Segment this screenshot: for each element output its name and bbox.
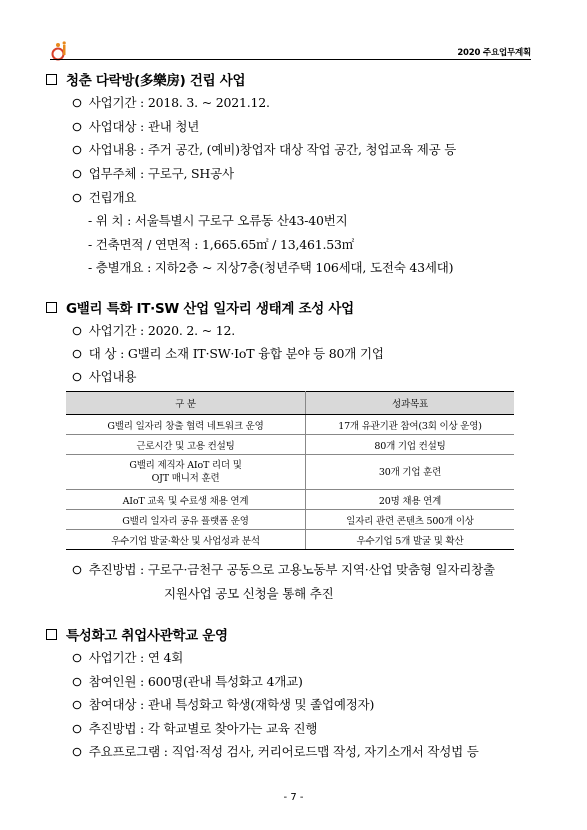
table-cell: 일자리 관련 콘텐츠 500개 이상: [306, 510, 515, 530]
circle-bullet-icon: [72, 650, 85, 663]
section-title-3: 특성화고 취업사관학교 운영: [46, 624, 228, 644]
table-cell: AIoT 교육 및 수료생 채용 연계: [66, 490, 306, 510]
section1-line-4: 업무주체 : 구로구, SH공사: [72, 164, 234, 182]
circle-bullet-icon: [72, 323, 85, 336]
section2-method-line-2: 지원사업 공모 신청을 통해 추진: [164, 586, 334, 601]
table-row: [66, 455, 514, 490]
section3-line-3: 참여대상 : 관내 특성화고 학생(재학생 및 졸업예정자): [72, 695, 374, 713]
section3-line-1: 사업기간 : 연 4회: [72, 648, 183, 666]
circle-bullet-icon: [72, 721, 85, 734]
table-cell-line: G밸리 제직자 AIoT 리더 및: [129, 460, 242, 471]
table-cell: [66, 455, 306, 490]
section1-line-3: 사업내용 : 주거 공간, (예비)창업자 대상 작업 공간, 청업교육 제공 등: [72, 140, 456, 158]
section3-line-2: 참여인원 : 600명(관내 특성화고 4개교): [72, 672, 303, 690]
circle-bullet-icon: [72, 142, 85, 155]
performance-table: [66, 391, 514, 550]
table-row: [66, 435, 514, 455]
table-row: [66, 510, 514, 530]
section2-line-3: 사업내용: [72, 367, 136, 385]
section-title-2: G밸리 특화 IT·SW 산업 일자리 생태계 조성 사업: [46, 297, 354, 317]
section1-sub-2: - 건축면적 / 연면적 : 1,665.65㎡ / 13,461.53㎡: [88, 237, 355, 252]
table-cell: 30개 기업 훈련: [306, 455, 515, 490]
circle-bullet-icon: [72, 95, 85, 108]
section1-line-5: 건립개요: [72, 188, 136, 206]
table-header-row: [66, 392, 514, 415]
circle-bullet-icon: [72, 674, 85, 687]
section2-line-1: 사업기간 : 2020. 2. ~ 12.: [72, 321, 235, 339]
circle-bullet-icon: [72, 697, 85, 710]
document-title: 2020 주요업무계획: [457, 48, 531, 58]
circle-bullet-icon: [72, 119, 85, 132]
checkbox-icon: [46, 74, 57, 85]
section1-sub-3: - 층별개요 : 지하2층 ~ 지상7층(청년주택 106세대, 도전숙 43세대): [88, 260, 454, 275]
section2-method-line-1: 추진방법 : 구로구·금천구 공동으로 고용노동부 지역·산업 맞춤형 일자리창출: [72, 560, 495, 578]
table-row: [66, 490, 514, 510]
table-cell: 20명 채용 연계: [306, 490, 515, 510]
section1-sub-1: - 위 치 : 서울특별시 구로구 오류동 산43-40번지: [88, 213, 348, 228]
table-cell: 80개 기업 컨설팅: [306, 435, 515, 455]
circle-bullet-icon: [72, 562, 85, 575]
circle-bullet-icon: [72, 190, 85, 203]
table-row: [66, 530, 514, 550]
table-cell: G밸리 일자리 공유 플랫폼 운영: [66, 510, 306, 530]
section1-line-2: 사업대상 : 관내 청년: [72, 117, 199, 135]
circle-bullet-icon: [72, 346, 85, 359]
table-cell: 근로시간 및 고용 컨설팅: [66, 435, 306, 455]
checkbox-icon: [46, 302, 57, 313]
table-row: [66, 415, 514, 435]
header-divider: [50, 59, 531, 60]
section3-line-5: 주요프로그램 : 직업·적성 검사, 커리어로드맵 작성, 자기소개서 작성법 등: [72, 742, 479, 760]
table-cell: 우수기업 5개 발굴 및 확산: [306, 530, 515, 550]
page-number: - 7 -: [283, 792, 304, 803]
section-title-1: 청춘 다락방(多樂房) 건립 사업: [46, 69, 245, 89]
circle-bullet-icon: [72, 744, 85, 757]
circle-bullet-icon: [72, 166, 85, 179]
checkbox-icon: [46, 629, 57, 640]
table-cell-line: OJT 매니저 훈련: [151, 473, 220, 484]
table-cell: 우수기업 발굴·확산 및 사업성과 분석: [66, 530, 306, 550]
section2-line-2: 대 상 : G밸리 소재 IT·SW·IoT 융합 분야 등 80개 기업: [72, 344, 384, 362]
table-cell: G밸리 일자리 창출 협력 네트워크 운영: [66, 415, 306, 435]
table-header-target: 성과목표: [306, 392, 515, 415]
section3-line-4: 추진방법 : 각 학교별로 찾아가는 교육 진행: [72, 719, 317, 737]
section1-line-1: 사업기간 : 2018. 3. ~ 2021.12.: [72, 93, 270, 111]
table-cell: 17개 유관기관 참여(3회 이상 운영): [306, 415, 515, 435]
circle-bullet-icon: [72, 369, 85, 382]
table-header-category: 구 분: [66, 392, 306, 415]
